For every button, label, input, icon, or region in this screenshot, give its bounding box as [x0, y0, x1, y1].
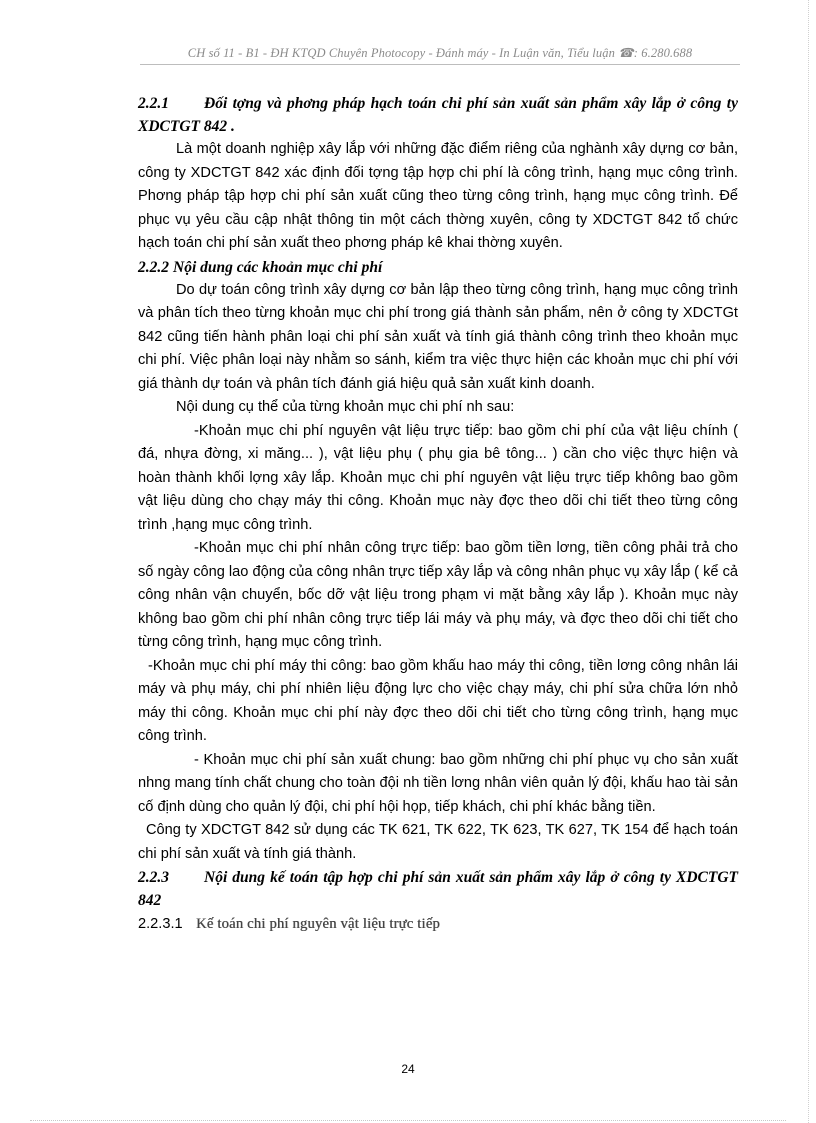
- paragraph-cost-items-intro: Do dự toán công trình xây dựng cơ bản lập theo từng công trình, hạng mục công trình và phân tích theo từng khoản mục chi phí trong giá thành sản phẩm, nên ở công ty XDCTGt 842 cũng tiến hành phân loại chi phí sản xuất và tính giá thành công trình theo khoản mục chi phí. Việc phân loại này nhằm so sánh, kiểm tra việc thực hiện các khoản mục chi phí với giá thành dự toán và phân tích đánh giá hiệu quả sản xuất kinh doanh.: [138, 281, 738, 392]
- heading-2-2-3-1: [138, 912, 738, 936]
- heading-title: Đối tợng và phơng pháp hạch toán chi phí sản xuất sản phẩm xây lắp ở công ty XDCTGT 842 .: [138, 95, 738, 135]
- heading-title: Nội dung các khoản mục chi phí: [173, 258, 383, 276]
- page-right-border: [808, 0, 809, 1123]
- heading-2-2-1: [138, 92, 738, 138]
- paragraph-general-production: - Khoản mục chi phí sản xuất chung: bao gồm những chi phí phục vụ cho sản xuất nhng mang tính chất chung cho toàn đội nh tiền lơng nhân viên quản lý đội, khấu hao tài sản cố định dùng cho quản lý đội, chi phí hội họp, tiếp khách, chi phí khác bằng tiền.: [138, 751, 738, 815]
- heading-2-2-3: [138, 866, 738, 912]
- subheading-title: Kế toán chi phí nguyên vật liệu trực tiếp: [196, 916, 440, 932]
- heading-title: Nội dung kế toán tập hợp chi phí sản xuất sản phẩm xây lắp ở công ty XDCTGT 842: [138, 869, 738, 909]
- paragraph-accounts-used: Công ty XDCTGT 842 sử dụng các TK 621, TK 622, TK 623, TK 627, TK 154 để hạch toán chi phí sản xuất và tính giá thành.: [138, 822, 738, 862]
- paragraph-machine-costs: -Khoản mục chi phí máy thi công: bao gồm khấu hao máy thi công, tiền lơng công nhân lái máy và phụ máy, chi phí nhiên liệu động lực cho việc chạy máy, chi phí sửa chữa lớn nhỏ máy thi công. Khoản mục chi phí này đợc theo dõi chi tiết cho từng công trình, hạng mục công trình.: [138, 657, 738, 744]
- subheading-number: 2.2.3.1: [138, 916, 183, 932]
- paragraph-cost-items-lead: Nội dung cụ thể của từng khoản mục chi phí nh sau:: [176, 399, 515, 415]
- heading-number: 2.2.1: [138, 95, 169, 112]
- heading-2-2-2: [138, 256, 738, 279]
- heading-number: 2.2.3: [138, 869, 169, 886]
- heading-number: 2.2.2: [138, 258, 169, 276]
- page-header: CH số 11 - B1 - ĐH KTQD Chuyên Photocopy - Đánh máy - In Luận văn, Tiểu luận ☎: 6.280.688: [187, 46, 693, 60]
- paragraph-object-method: Là một doanh nghiệp xây lắp với những đặc điểm riêng của nghành xây dựng cơ bản, công ty XDCTGT 842 xác định đối tợng tập hợp chi phí là công trình, hạng mục công trình. Phơng pháp tập hợp chi phí sản xuất cũng theo từng công trình, hạng mục công trình. Để phục vụ yêu cầu cập nhật thông tin một cách thờng xuyên, công ty XDCTGT 842 tổ chức hạch toán chi phí sản xuất theo phơng pháp kê khai thờng xuyên.: [138, 141, 738, 251]
- header-divider: [140, 64, 740, 65]
- page-number: 24: [401, 1062, 415, 1076]
- document-body: [138, 92, 738, 936]
- paragraph-direct-labor: -Khoản mục chi phí nhân công trực tiếp: bao gồm tiền lơng, tiền công phải trả cho số ngày công lao động của công nhân trực tiếp xây lắp và công nhân phục vụ xây lắp ( kể cả công nhân vận chuyển, bốc dỡ vật liệu trong phạm vi mặt bằng xây lắp ). Khoản mục này không bao gồm chi phí nhân công trực tiếp lái máy và phụ máy, và đợc theo dõi chi tiết cho từng công trình, hạng mục công trình.: [138, 540, 738, 650]
- paragraph-direct-materials: -Khoản mục chi phí nguyên vật liệu trực tiếp: bao gồm chi phí của vật liệu chính ( đá, nhựa đờng, xi măng... ), vật liệu phụ ( phụ gia bê tông... ) cần cho việc thực hiện và hoàn thành khối lợng xây lắp. Khoản mục chi phí nguyên vật liệu trực tiếp không bao gồm vật liệu dùng cho chạy máy thi công. Khoản mục này đợc theo dõi chi tiết theo từng công trình ,hạng mục công trình.: [138, 422, 738, 533]
- page-bottom-border: [30, 1120, 786, 1121]
